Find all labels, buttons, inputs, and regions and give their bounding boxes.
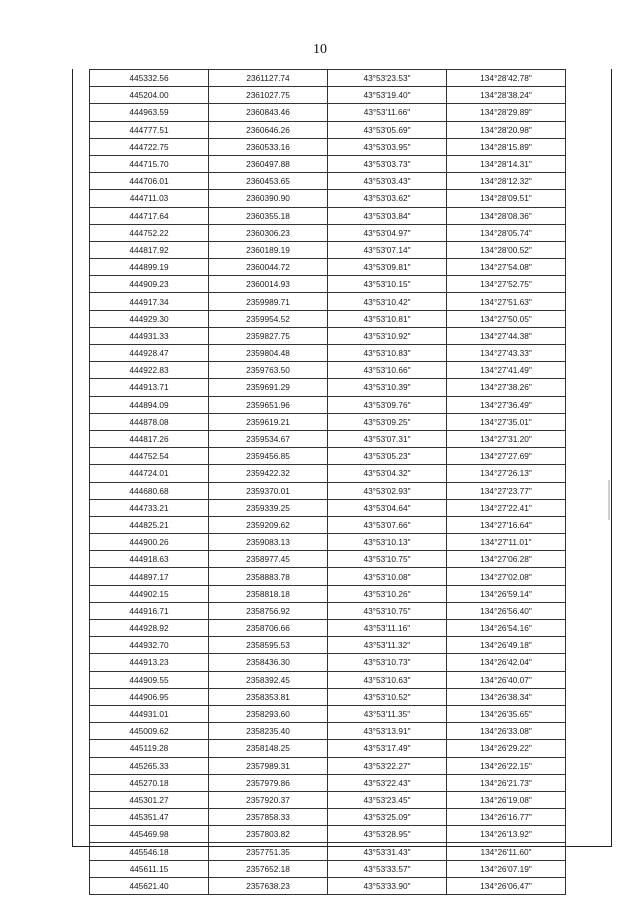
y-coordinate-cell: 2358756.92	[209, 602, 328, 619]
latitude-cell: 43°53'10.13"	[328, 534, 447, 551]
longitude-cell: 134°27'11.01"	[447, 534, 566, 551]
x-coordinate-cell: 445546.18	[90, 843, 209, 860]
y-coordinate-cell: 2361127.74	[209, 70, 328, 87]
table-row	[90, 620, 566, 637]
x-coordinate-cell: 444706.01	[90, 173, 209, 190]
longitude-cell: 134°26'40.07"	[447, 671, 566, 688]
longitude-cell: 134°27'31.20"	[447, 430, 566, 447]
x-coordinate-cell: 445009.62	[90, 723, 209, 740]
y-coordinate-cell: 2357989.31	[209, 757, 328, 774]
longitude-cell: 134°26'22.15"	[447, 757, 566, 774]
x-coordinate-cell: 444931.01	[90, 705, 209, 722]
x-coordinate-cell: 445119.28	[90, 740, 209, 757]
table-row	[90, 173, 566, 190]
longitude-cell: 134°28'42.78"	[447, 70, 566, 87]
longitude-cell: 134°27'54.08"	[447, 259, 566, 276]
latitude-cell: 43°53'31.43"	[328, 843, 447, 860]
latitude-cell: 43°53'07.14"	[328, 241, 447, 258]
latitude-cell: 43°53'10.66"	[328, 362, 447, 379]
x-coordinate-cell: 444929.30	[90, 310, 209, 327]
table-row	[90, 259, 566, 276]
y-coordinate-cell: 2357751.35	[209, 843, 328, 860]
y-coordinate-cell: 2359691.29	[209, 379, 328, 396]
longitude-cell: 134°28'15.89"	[447, 138, 566, 155]
x-coordinate-cell: 444817.92	[90, 241, 209, 258]
latitude-cell: 43°53'05.23"	[328, 448, 447, 465]
longitude-cell: 134°27'06.28"	[447, 551, 566, 568]
x-coordinate-cell: 444928.47	[90, 345, 209, 362]
y-coordinate-cell: 2357803.82	[209, 826, 328, 843]
y-coordinate-cell: 2361027.75	[209, 87, 328, 104]
longitude-cell: 134°26'42.04"	[447, 654, 566, 671]
x-coordinate-cell: 444825.21	[90, 516, 209, 533]
latitude-cell: 43°53'17.49"	[328, 740, 447, 757]
table-row	[90, 138, 566, 155]
latitude-cell: 43°53'23.45"	[328, 791, 447, 808]
x-coordinate-cell: 444894.09	[90, 396, 209, 413]
table-row	[90, 568, 566, 585]
longitude-cell: 134°26'19.08"	[447, 791, 566, 808]
longitude-cell: 134°28'38.24"	[447, 87, 566, 104]
x-coordinate-cell: 444752.54	[90, 448, 209, 465]
y-coordinate-cell: 2360497.88	[209, 155, 328, 172]
table-row	[90, 155, 566, 172]
y-coordinate-cell: 2358883.78	[209, 568, 328, 585]
table-row	[90, 740, 566, 757]
latitude-cell: 43°53'07.66"	[328, 516, 447, 533]
x-coordinate-cell: 444902.15	[90, 585, 209, 602]
y-coordinate-cell: 2359827.75	[209, 327, 328, 344]
latitude-cell: 43°53'03.43"	[328, 173, 447, 190]
y-coordinate-cell: 2360390.90	[209, 190, 328, 207]
longitude-cell: 134°28'14.31"	[447, 155, 566, 172]
latitude-cell: 43°53'04.64"	[328, 499, 447, 516]
latitude-cell: 43°53'11.35"	[328, 705, 447, 722]
longitude-cell: 134°27'23.77"	[447, 482, 566, 499]
table-row	[90, 207, 566, 224]
latitude-cell: 43°53'10.42"	[328, 293, 447, 310]
longitude-cell: 134°26'49.18"	[447, 637, 566, 654]
table-row	[90, 877, 566, 894]
y-coordinate-cell: 2358293.60	[209, 705, 328, 722]
latitude-cell: 43°53'03.95"	[328, 138, 447, 155]
x-coordinate-cell: 445332.56	[90, 70, 209, 87]
longitude-cell: 134°27'41.49"	[447, 362, 566, 379]
x-coordinate-cell: 444897.17	[90, 568, 209, 585]
x-coordinate-cell: 444878.08	[90, 413, 209, 430]
longitude-cell: 134°28'29.89"	[447, 104, 566, 121]
table-row	[90, 637, 566, 654]
longitude-cell: 134°28'09.51"	[447, 190, 566, 207]
scan-mark	[608, 480, 610, 520]
y-coordinate-cell: 2359209.62	[209, 516, 328, 533]
table-row	[90, 499, 566, 516]
table-row	[90, 585, 566, 602]
longitude-cell: 134°27'22.41"	[447, 499, 566, 516]
longitude-cell: 134°26'59.14"	[447, 585, 566, 602]
longitude-cell: 134°27'43.33"	[447, 345, 566, 362]
latitude-cell: 43°53'10.92"	[328, 327, 447, 344]
table-row	[90, 396, 566, 413]
latitude-cell: 43°53'10.73"	[328, 654, 447, 671]
latitude-cell: 43°53'10.75"	[328, 602, 447, 619]
x-coordinate-cell: 445621.40	[90, 877, 209, 894]
y-coordinate-cell: 2359370.01	[209, 482, 328, 499]
longitude-cell: 134°27'02.08"	[447, 568, 566, 585]
longitude-cell: 134°26'33.08"	[447, 723, 566, 740]
latitude-cell: 43°53'09.81"	[328, 259, 447, 276]
x-coordinate-cell: 445351.47	[90, 809, 209, 826]
longitude-cell: 134°27'35.01"	[447, 413, 566, 430]
latitude-cell: 43°53'23.53"	[328, 70, 447, 87]
x-coordinate-cell: 444724.01	[90, 465, 209, 482]
table-row	[90, 774, 566, 791]
x-coordinate-cell: 444931.33	[90, 327, 209, 344]
table-row	[90, 121, 566, 138]
table-row	[90, 516, 566, 533]
x-coordinate-cell: 444752.22	[90, 224, 209, 241]
longitude-cell: 134°26'38.34"	[447, 688, 566, 705]
latitude-cell: 43°53'09.76"	[328, 396, 447, 413]
longitude-cell: 134°26'16.77"	[447, 809, 566, 826]
table-row	[90, 465, 566, 482]
y-coordinate-cell: 2360189.19	[209, 241, 328, 258]
table-row	[90, 602, 566, 619]
latitude-cell: 43°53'03.73"	[328, 155, 447, 172]
table-row	[90, 826, 566, 843]
longitude-cell: 134°28'00.52"	[447, 241, 566, 258]
y-coordinate-cell: 2357638.23	[209, 877, 328, 894]
y-coordinate-cell: 2358818.18	[209, 585, 328, 602]
y-coordinate-cell: 2359954.52	[209, 310, 328, 327]
longitude-cell: 134°26'06.47"	[447, 877, 566, 894]
table-row	[90, 809, 566, 826]
table-row	[90, 671, 566, 688]
y-coordinate-cell: 2359534.67	[209, 430, 328, 447]
latitude-cell: 43°53'07.31"	[328, 430, 447, 447]
x-coordinate-cell: 444906.95	[90, 688, 209, 705]
latitude-cell: 43°53'10.75"	[328, 551, 447, 568]
y-coordinate-cell: 2358353.81	[209, 688, 328, 705]
table-row	[90, 293, 566, 310]
longitude-cell: 134°26'56.40"	[447, 602, 566, 619]
table-row	[90, 654, 566, 671]
latitude-cell: 43°53'19.40"	[328, 87, 447, 104]
table-row	[90, 534, 566, 551]
longitude-cell: 134°28'05.74"	[447, 224, 566, 241]
latitude-cell: 43°53'10.52"	[328, 688, 447, 705]
longitude-cell: 134°28'08.36"	[447, 207, 566, 224]
table-row	[90, 551, 566, 568]
table-row	[90, 723, 566, 740]
page-number: 10	[313, 42, 327, 57]
x-coordinate-cell: 444722.75	[90, 138, 209, 155]
latitude-cell: 43°53'04.32"	[328, 465, 447, 482]
y-coordinate-cell: 2357858.33	[209, 809, 328, 826]
x-coordinate-cell: 444899.19	[90, 259, 209, 276]
x-coordinate-cell: 445270.18	[90, 774, 209, 791]
table-row	[90, 87, 566, 104]
table-row	[90, 482, 566, 499]
longitude-cell: 134°27'44.38"	[447, 327, 566, 344]
y-coordinate-cell: 2359651.96	[209, 396, 328, 413]
x-coordinate-cell: 444928.92	[90, 620, 209, 637]
y-coordinate-cell: 2359083.13	[209, 534, 328, 551]
latitude-cell: 43°53'11.66"	[328, 104, 447, 121]
x-coordinate-cell: 444680.68	[90, 482, 209, 499]
latitude-cell: 43°53'10.63"	[328, 671, 447, 688]
x-coordinate-cell: 445301.27	[90, 791, 209, 808]
latitude-cell: 43°53'10.39"	[328, 379, 447, 396]
x-coordinate-cell: 444916.71	[90, 602, 209, 619]
longitude-cell: 134°27'16.64"	[447, 516, 566, 533]
x-coordinate-cell: 444932.70	[90, 637, 209, 654]
x-coordinate-cell: 444922.83	[90, 362, 209, 379]
y-coordinate-cell: 2359456.85	[209, 448, 328, 465]
table-row	[90, 327, 566, 344]
longitude-cell: 134°26'29.22"	[447, 740, 566, 757]
table-row	[90, 190, 566, 207]
longitude-cell: 134°27'26.13"	[447, 465, 566, 482]
y-coordinate-cell: 2360355.18	[209, 207, 328, 224]
latitude-cell: 43°53'05.69"	[328, 121, 447, 138]
longitude-cell: 134°27'36.49"	[447, 396, 566, 413]
latitude-cell: 43°53'03.84"	[328, 207, 447, 224]
latitude-cell: 43°53'11.32"	[328, 637, 447, 654]
y-coordinate-cell: 2358595.53	[209, 637, 328, 654]
latitude-cell: 43°53'22.43"	[328, 774, 447, 791]
x-coordinate-cell: 444917.34	[90, 293, 209, 310]
y-coordinate-cell: 2359422.32	[209, 465, 328, 482]
longitude-cell: 134°26'07.19"	[447, 860, 566, 877]
latitude-cell: 43°53'10.15"	[328, 276, 447, 293]
table-row	[90, 276, 566, 293]
y-coordinate-cell: 2358392.45	[209, 671, 328, 688]
table-row	[90, 241, 566, 258]
latitude-cell: 43°53'28.95"	[328, 826, 447, 843]
longitude-cell: 134°26'13.92"	[447, 826, 566, 843]
x-coordinate-cell: 444918.63	[90, 551, 209, 568]
y-coordinate-cell: 2357652.18	[209, 860, 328, 877]
latitude-cell: 43°53'13.91"	[328, 723, 447, 740]
y-coordinate-cell: 2357920.37	[209, 791, 328, 808]
longitude-cell: 134°27'27.69"	[447, 448, 566, 465]
y-coordinate-cell: 2359763.50	[209, 362, 328, 379]
x-coordinate-cell: 444909.55	[90, 671, 209, 688]
y-coordinate-cell: 2360646.26	[209, 121, 328, 138]
x-coordinate-cell: 444909.23	[90, 276, 209, 293]
latitude-cell: 43°53'09.25"	[328, 413, 447, 430]
coordinates-table-frame	[72, 69, 612, 891]
table-row	[90, 448, 566, 465]
x-coordinate-cell: 444715.70	[90, 155, 209, 172]
x-coordinate-cell: 444711.03	[90, 190, 209, 207]
longitude-cell: 134°27'52.75"	[447, 276, 566, 293]
x-coordinate-cell: 445265.33	[90, 757, 209, 774]
y-coordinate-cell: 2360306.23	[209, 224, 328, 241]
table-row	[90, 843, 566, 860]
x-coordinate-cell: 445204.00	[90, 87, 209, 104]
table-row	[90, 345, 566, 362]
y-coordinate-cell: 2358706.66	[209, 620, 328, 637]
x-coordinate-cell: 444963.59	[90, 104, 209, 121]
y-coordinate-cell: 2359989.71	[209, 293, 328, 310]
y-coordinate-cell: 2360533.16	[209, 138, 328, 155]
table-row	[90, 791, 566, 808]
table-row	[90, 104, 566, 121]
latitude-cell: 43°53'33.90"	[328, 877, 447, 894]
x-coordinate-cell: 444913.71	[90, 379, 209, 396]
y-coordinate-cell: 2359804.48	[209, 345, 328, 362]
y-coordinate-cell: 2358148.25	[209, 740, 328, 757]
table-row	[90, 413, 566, 430]
latitude-cell: 43°53'22.27"	[328, 757, 447, 774]
y-coordinate-cell: 2360014.93	[209, 276, 328, 293]
latitude-cell: 43°53'02.93"	[328, 482, 447, 499]
latitude-cell: 43°53'25.09"	[328, 809, 447, 826]
latitude-cell: 43°53'33.57"	[328, 860, 447, 877]
x-coordinate-cell: 444777.51	[90, 121, 209, 138]
y-coordinate-cell: 2358235.40	[209, 723, 328, 740]
longitude-cell: 134°28'12.32"	[447, 173, 566, 190]
table-row	[90, 224, 566, 241]
x-coordinate-cell: 445469.98	[90, 826, 209, 843]
latitude-cell: 43°53'11.16"	[328, 620, 447, 637]
table-row	[90, 362, 566, 379]
longitude-cell: 134°26'54.16"	[447, 620, 566, 637]
table-row	[90, 70, 566, 87]
x-coordinate-cell: 444900.26	[90, 534, 209, 551]
x-coordinate-cell: 444733.21	[90, 499, 209, 516]
table-row	[90, 860, 566, 877]
latitude-cell: 43°53'10.81"	[328, 310, 447, 327]
longitude-cell: 134°28'20.98"	[447, 121, 566, 138]
latitude-cell: 43°53'10.26"	[328, 585, 447, 602]
table-row	[90, 430, 566, 447]
y-coordinate-cell: 2360843.46	[209, 104, 328, 121]
y-coordinate-cell: 2358977.45	[209, 551, 328, 568]
y-coordinate-cell: 2360044.72	[209, 259, 328, 276]
longitude-cell: 134°26'35.65"	[447, 705, 566, 722]
latitude-cell: 43°53'04.97"	[328, 224, 447, 241]
coordinates-table-body	[90, 70, 566, 895]
coordinates-table	[89, 69, 566, 895]
longitude-cell: 134°27'50.05"	[447, 310, 566, 327]
table-row	[90, 310, 566, 327]
y-coordinate-cell: 2359619.21	[209, 413, 328, 430]
x-coordinate-cell: 444913.23	[90, 654, 209, 671]
y-coordinate-cell: 2360453.65	[209, 173, 328, 190]
longitude-cell: 134°26'11.60"	[447, 843, 566, 860]
latitude-cell: 43°53'10.83"	[328, 345, 447, 362]
longitude-cell: 134°26'21.73"	[447, 774, 566, 791]
table-row	[90, 757, 566, 774]
table-row	[90, 688, 566, 705]
longitude-cell: 134°27'38.26"	[447, 379, 566, 396]
latitude-cell: 43°53'10.08"	[328, 568, 447, 585]
y-coordinate-cell: 2358436.30	[209, 654, 328, 671]
y-coordinate-cell: 2359339.25	[209, 499, 328, 516]
longitude-cell: 134°27'51.63"	[447, 293, 566, 310]
x-coordinate-cell: 445611.15	[90, 860, 209, 877]
y-coordinate-cell: 2357979.86	[209, 774, 328, 791]
x-coordinate-cell: 444817.26	[90, 430, 209, 447]
latitude-cell: 43°53'03.62"	[328, 190, 447, 207]
table-row	[90, 705, 566, 722]
table-row	[90, 379, 566, 396]
x-coordinate-cell: 444717.64	[90, 207, 209, 224]
